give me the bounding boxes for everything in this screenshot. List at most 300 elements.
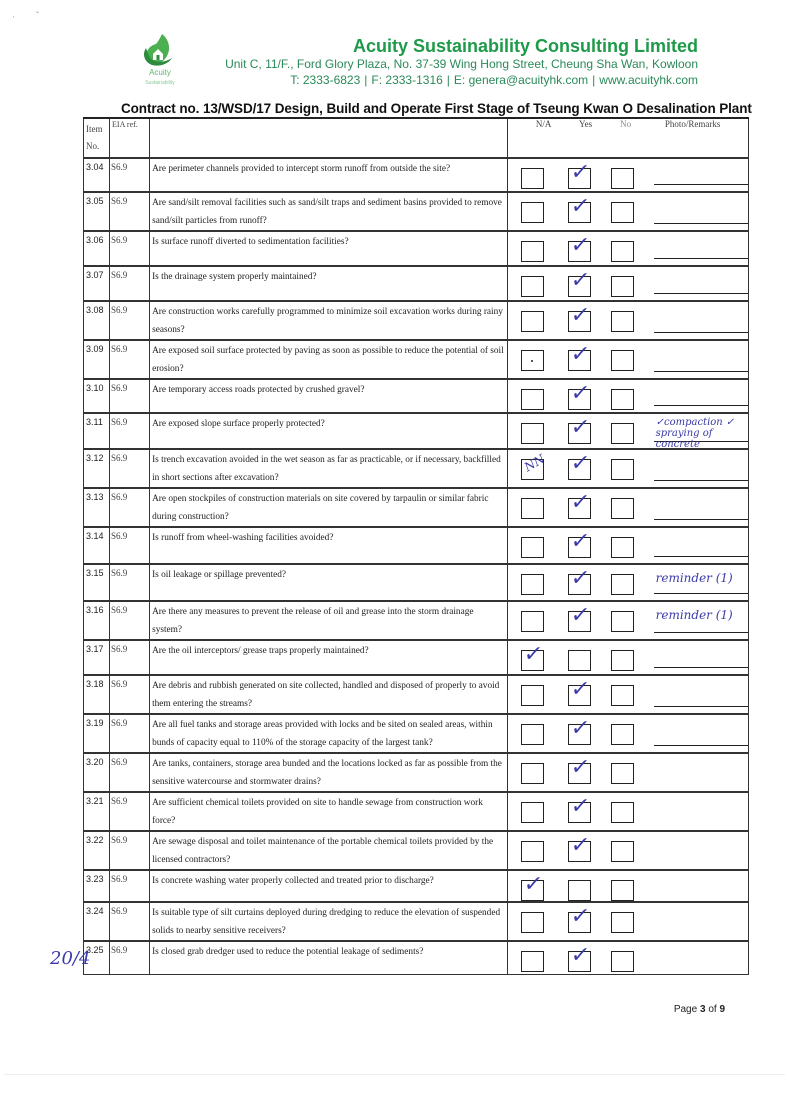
- checkmark-icon: ✓: [568, 342, 591, 367]
- remarks-line[interactable]: [654, 480, 748, 481]
- handwritten-remark: reminder (1): [655, 571, 733, 585]
- na-checkbox[interactable]: [521, 611, 544, 632]
- item-cell: [84, 266, 110, 301]
- item-description: Is suitable type of silt curtains deployed during dredging to reduce the elevation of suspended solids to nearby sensitive receivers?: [152, 908, 501, 936]
- na-checkbox[interactable]: [521, 841, 544, 862]
- table-row: [84, 870, 749, 902]
- item-description: Are sand/silt removal facilities such as sand/silt traps and sediment basins provided to remove sand/silt particles from runoff?: [152, 198, 502, 226]
- table-row: [84, 266, 749, 301]
- logo-name: Acuity: [149, 68, 171, 77]
- eia-cell: [110, 941, 150, 975]
- yes-checkbox[interactable]: [568, 677, 591, 706]
- table-row: [84, 301, 749, 340]
- eia-cell: [110, 379, 150, 413]
- table-row: [84, 449, 749, 488]
- description-cell: [150, 488, 508, 527]
- description-cell: [150, 340, 508, 379]
- check-cell: [507, 870, 748, 902]
- na-checkbox[interactable]: [521, 724, 544, 745]
- check-cell: [507, 753, 748, 792]
- yes-checkbox[interactable]: [568, 880, 591, 901]
- yes-checkbox[interactable]: [568, 160, 591, 189]
- na-checkbox[interactable]: [521, 241, 544, 262]
- item-number: 3.20: [86, 757, 104, 767]
- remarks-line[interactable]: [654, 745, 748, 746]
- table-row: [84, 564, 749, 601]
- item-description: Is runoff from wheel-washing facilities avoided?: [152, 533, 334, 543]
- item-cell: [84, 792, 110, 831]
- item-cell: [84, 413, 110, 449]
- item-number: 3.09: [86, 344, 104, 354]
- remarks-line[interactable]: [654, 371, 748, 372]
- item-cell: [84, 379, 110, 413]
- yes-checkbox[interactable]: [568, 529, 591, 558]
- no-checkbox[interactable]: [611, 574, 634, 595]
- na-checkbox[interactable]: [521, 311, 544, 332]
- eia-cell: [110, 714, 150, 753]
- na-checkbox[interactable]: [521, 872, 544, 901]
- item-cell: [84, 564, 110, 601]
- item-cell: [84, 714, 110, 753]
- eia-cell: [110, 675, 150, 714]
- table-row: [84, 831, 749, 870]
- item-number: 3.25: [86, 945, 104, 955]
- yes-checkbox[interactable]: [568, 233, 591, 262]
- remarks-line[interactable]: [654, 258, 748, 259]
- checkmark-icon: ✓: [568, 451, 591, 476]
- item-description: Are exposed soil surface protected by paving as soon as possible to reduce the potential of soil erosion?: [152, 346, 504, 374]
- remarks-line[interactable]: [654, 405, 748, 406]
- email-address: E: genera@acuityhk.com: [453, 73, 589, 87]
- yes-checkbox[interactable]: [568, 415, 591, 444]
- no-checkbox[interactable]: [611, 650, 634, 671]
- na-checkbox[interactable]: [521, 423, 544, 444]
- table-row: [84, 941, 749, 975]
- eia-cell: [110, 192, 150, 231]
- item-description: Are all fuel tanks and storage areas provided with locks and be sited on sealed areas, within bunds of capacity equal to 110% of the storage capacity of the largest tank?: [152, 720, 493, 748]
- no-checkbox[interactable]: [611, 459, 634, 480]
- na-checkbox[interactable]: [521, 763, 544, 784]
- item-cell: [84, 449, 110, 488]
- description-cell: [150, 601, 508, 640]
- eia-ref: S6.9: [111, 270, 128, 280]
- page-bottom-rule: [4, 1074, 785, 1075]
- checkmark-icon: ✓: [568, 490, 591, 515]
- check-cell: [507, 488, 748, 527]
- header-item-label: Item: [86, 124, 103, 134]
- table-row: [84, 192, 749, 231]
- header-item-no: [84, 118, 110, 158]
- company-name: Acuity Sustainability Consulting Limited: [352, 36, 698, 56]
- check-cell: [507, 413, 748, 449]
- header-description: [150, 118, 508, 158]
- item-number: 3.23: [86, 874, 104, 884]
- table-row: [84, 792, 749, 831]
- item-cell: [84, 753, 110, 792]
- header-no-label: No.: [86, 141, 100, 151]
- table-row: [84, 527, 749, 564]
- na-checkbox[interactable]: [521, 912, 544, 933]
- check-cell: [507, 192, 748, 231]
- remarks-line[interactable]: [654, 667, 748, 668]
- header-na: N/A: [535, 119, 552, 129]
- remarks-line[interactable]: [654, 706, 748, 707]
- item-description: Are debris and rubbish generated on site collected, handled and disposed of properly to avoid them entering the streams?: [152, 681, 500, 709]
- scan-artifact: ˇ: [36, 10, 39, 20]
- check-cell: [507, 158, 748, 192]
- checkmark-icon: ✓: [568, 794, 591, 819]
- handwritten-remark: ✓compaction ✓ spraying of concrete: [655, 417, 735, 450]
- check-cell: [507, 675, 748, 714]
- na-checkbox[interactable]: [521, 802, 544, 823]
- description-cell: [150, 266, 508, 301]
- yes-checkbox[interactable]: [568, 833, 591, 862]
- item-description: Are perimeter channels provided to intercept storm runoff from outside the site?: [152, 164, 451, 174]
- no-checkbox[interactable]: [611, 202, 634, 223]
- eia-cell: [110, 231, 150, 266]
- check-cell: [507, 340, 748, 379]
- description-cell: [150, 158, 508, 192]
- separator: |: [592, 73, 596, 87]
- no-checkbox[interactable]: [611, 389, 634, 410]
- description-cell: [150, 675, 508, 714]
- item-description: Are sufficient chemical toilets provided on site to handle sewage from construction work force?: [152, 798, 483, 826]
- item-number: 3.19: [86, 718, 104, 728]
- description-cell: [150, 192, 508, 231]
- table-row: [84, 640, 749, 675]
- page-number: [674, 1004, 725, 1015]
- checkmark-icon: ✓: [568, 677, 591, 702]
- no-checkbox[interactable]: [611, 350, 634, 371]
- check-cell: [507, 266, 748, 301]
- eia-ref: S6.9: [111, 417, 128, 427]
- description-cell: [150, 902, 508, 941]
- yes-checkbox[interactable]: [568, 342, 591, 371]
- handwritten-date: 20/4: [50, 948, 91, 969]
- item-cell: [84, 902, 110, 941]
- yes-checkbox[interactable]: [568, 716, 591, 745]
- separator: |: [364, 73, 368, 87]
- no-checkbox[interactable]: [611, 951, 634, 972]
- no-checkbox[interactable]: [611, 685, 634, 706]
- table-header: [84, 118, 749, 158]
- table-row: [84, 714, 749, 753]
- eia-cell: [110, 564, 150, 601]
- header-yes: Yes: [579, 119, 593, 129]
- no-checkbox[interactable]: [611, 168, 634, 189]
- item-description: Is surface runoff diverted to sedimentation facilities?: [152, 237, 349, 247]
- eia-ref: S6.9: [111, 235, 128, 245]
- item-number: 3.05: [86, 196, 104, 206]
- eia-ref: S6.9: [111, 531, 128, 541]
- check-cell: [507, 792, 748, 831]
- no-checkbox[interactable]: [611, 724, 634, 745]
- yes-checkbox[interactable]: [568, 194, 591, 223]
- page-current: 3: [699, 1004, 706, 1015]
- company-contact: [290, 73, 698, 87]
- na-checkbox[interactable]: [521, 389, 544, 410]
- eia-ref: S6.9: [111, 874, 128, 884]
- description-cell: [150, 792, 508, 831]
- checkmark-icon: ✓: [568, 943, 591, 968]
- remarks-line[interactable]: [654, 632, 748, 633]
- item-number: 3.22: [86, 835, 104, 845]
- no-checkbox[interactable]: [611, 276, 634, 297]
- eia-cell: [110, 831, 150, 870]
- remarks-line[interactable]: [654, 593, 748, 594]
- remarks-line[interactable]: [654, 293, 748, 294]
- header-remarks: Photo/Remarks: [664, 119, 721, 129]
- header-eia-label: EIA ref.: [112, 120, 138, 129]
- page-label: Page: [673, 1004, 698, 1015]
- eia-ref: S6.9: [111, 305, 128, 315]
- separator: |: [446, 73, 450, 87]
- item-number: 3.07: [86, 270, 104, 280]
- no-checkbox[interactable]: [611, 241, 634, 262]
- eia-ref: S6.9: [111, 453, 128, 463]
- table-row: [84, 753, 749, 792]
- item-number: 3.18: [86, 679, 104, 689]
- no-checkbox[interactable]: [611, 311, 634, 332]
- check-cell: [507, 301, 748, 340]
- checkmark-icon: ✓: [568, 904, 591, 929]
- eia-cell: [110, 449, 150, 488]
- item-number: 3.16: [86, 605, 104, 615]
- header-eia-ref: [110, 118, 150, 158]
- item-cell: [84, 340, 110, 379]
- scan-artifact: ·: [12, 12, 15, 22]
- item-description: Are exposed slope surface properly protected?: [152, 419, 325, 429]
- table-row: [84, 413, 749, 449]
- checkmark-icon: ✓: [568, 381, 591, 406]
- item-number: 3.13: [86, 492, 104, 502]
- no-checkbox[interactable]: [611, 423, 634, 444]
- no-checkbox[interactable]: [611, 537, 634, 558]
- company-address: Unit C, 11/F., Ford Glory Plaza, No. 37-39 Wing Hong Street, Cheung Sha Wan, Kowloon: [225, 57, 698, 71]
- description-cell: [150, 941, 508, 975]
- checkmark-icon: ✓: [568, 755, 591, 780]
- description-cell: [150, 753, 508, 792]
- item-number: 3.12: [86, 453, 104, 463]
- item-cell: [84, 870, 110, 902]
- table-row: [84, 675, 749, 714]
- item-number: 3.04: [86, 162, 104, 172]
- checkmark-icon: ✓: [568, 716, 591, 741]
- eia-cell: [110, 301, 150, 340]
- eia-cell: [110, 753, 150, 792]
- item-number: 3.11: [86, 417, 103, 427]
- eia-ref: S6.9: [111, 196, 128, 206]
- handwritten-remark: reminder (1): [655, 608, 733, 622]
- remarks-line[interactable]: [654, 223, 748, 224]
- item-cell: [84, 192, 110, 231]
- description-cell: [150, 564, 508, 601]
- item-description: Are construction works carefully programmed to minimize soil excavation works during rainy seasons?: [152, 307, 503, 335]
- check-cell: [507, 831, 748, 870]
- check-cell: [507, 902, 748, 941]
- item-description: Is closed grab dredger used to reduce the potential leakage of sediments?: [152, 947, 424, 957]
- eia-ref: S6.9: [111, 605, 128, 615]
- eia-cell: [110, 413, 150, 449]
- no-checkbox[interactable]: [611, 912, 634, 933]
- item-cell: [84, 527, 110, 564]
- eia-cell: [110, 488, 150, 527]
- table-row: [84, 158, 749, 192]
- check-cell: [507, 941, 748, 975]
- item-description: Is oil leakage or spillage prevented?: [152, 570, 287, 580]
- yes-checkbox[interactable]: [568, 490, 591, 519]
- stray-mark: [531, 360, 533, 362]
- handwritten-annotation: NN: [521, 451, 547, 475]
- item-description: Is concrete washing water properly collected and treated prior to discharge?: [152, 876, 434, 886]
- yes-checkbox[interactable]: [568, 451, 591, 480]
- description-cell: [150, 640, 508, 675]
- yes-checkbox[interactable]: [568, 566, 591, 595]
- item-number: 3.14: [86, 531, 104, 541]
- item-description: Are tanks, containers, storage area bunded and the locations locked as far as possible from the sensitive watercourse and stormwater drains?: [152, 759, 502, 787]
- item-cell: [84, 488, 110, 527]
- description-cell: [150, 527, 508, 564]
- checkmark-icon: ✓: [568, 529, 591, 554]
- remarks-line[interactable]: [654, 184, 748, 185]
- na-checkbox[interactable]: [521, 537, 544, 558]
- no-checkbox[interactable]: [611, 611, 634, 632]
- check-cell: [507, 564, 748, 601]
- item-description: Are temporary access roads protected by crushed gravel?: [152, 385, 365, 395]
- description-cell: [150, 301, 508, 340]
- no-checkbox[interactable]: [611, 763, 634, 784]
- description-cell: [150, 870, 508, 902]
- item-description: Is trench excavation avoided in the wet season as far as practicable, or if necessary, backfilled in short sections after excavation?: [152, 455, 501, 483]
- eia-cell: [110, 158, 150, 192]
- eia-ref: S6.9: [111, 835, 128, 845]
- yes-checkbox[interactable]: [568, 794, 591, 823]
- yes-checkbox[interactable]: [568, 904, 591, 933]
- checkmark-icon: ✓: [568, 566, 591, 591]
- eia-cell: [110, 527, 150, 564]
- table-row: [84, 231, 749, 266]
- checkmark-icon: ✓: [521, 872, 544, 897]
- item-cell: [84, 640, 110, 675]
- check-cell: [507, 527, 748, 564]
- item-cell: [84, 831, 110, 870]
- website: www.acuityhk.com: [599, 73, 698, 87]
- company-logo: [128, 28, 192, 92]
- item-description: Is the drainage system properly maintained?: [152, 272, 317, 282]
- eia-ref: S6.9: [111, 718, 128, 728]
- item-number: 3.08: [86, 305, 104, 315]
- no-checkbox[interactable]: [611, 841, 634, 862]
- description-cell: [150, 714, 508, 753]
- table-row: [84, 601, 749, 640]
- item-description: Are there any measures to prevent the release of oil and grease into the storm drainage system?: [152, 607, 474, 635]
- item-number: 3.10: [86, 383, 104, 393]
- header-no: No: [620, 119, 632, 129]
- na-checkbox[interactable]: [521, 168, 544, 189]
- contract-title: Contract no. 13/WSD/17 Design, Build and Operate First Stage of Tseung Kwan O Desalination Plant: [121, 101, 752, 116]
- item-number: 3.06: [86, 235, 104, 245]
- page-total: 9: [719, 1004, 725, 1015]
- check-cell: [507, 714, 748, 753]
- yes-checkbox[interactable]: [568, 381, 591, 410]
- fax-number: F: 2333-1316: [371, 73, 443, 87]
- item-number: 3.21: [86, 796, 104, 806]
- eia-cell: [110, 792, 150, 831]
- checkmark-icon: ✓: [568, 833, 591, 858]
- item-description: Are sewage disposal and toilet maintenance of the portable chemical toilets provided by the licensed contractors?: [152, 837, 494, 865]
- checkmark-icon: ✓: [568, 303, 591, 328]
- na-checkbox[interactable]: [521, 350, 544, 371]
- no-checkbox[interactable]: [611, 802, 634, 823]
- item-number: 3.17: [86, 644, 104, 654]
- check-cell: [507, 231, 748, 266]
- remarks-line[interactable]: [654, 519, 748, 520]
- logo-tagline: Sustainability: [145, 80, 175, 86]
- eia-cell: [110, 266, 150, 301]
- eia-ref: S6.9: [111, 644, 128, 654]
- item-description: Are open stockpiles of construction materials on site covered by tarpaulin or similar fabric during construction?: [152, 494, 489, 522]
- na-checkbox[interactable]: [521, 951, 544, 972]
- eia-ref: S6.9: [111, 162, 128, 172]
- item-description: Are the oil interceptors/ grease traps properly maintained?: [152, 646, 369, 656]
- item-number: 3.24: [86, 906, 104, 916]
- check-cell: [507, 640, 748, 675]
- yes-checkbox[interactable]: [568, 603, 591, 632]
- na-checkbox[interactable]: [521, 642, 544, 671]
- remarks-line[interactable]: [654, 556, 748, 557]
- checkmark-icon: ✓: [568, 160, 591, 185]
- na-checkbox[interactable]: [521, 574, 544, 595]
- checkmark-icon: ✓: [568, 603, 591, 628]
- table-row: [84, 379, 749, 413]
- leaf-house-logo-icon: [140, 32, 176, 68]
- eia-ref: S6.9: [111, 906, 128, 916]
- item-cell: [84, 158, 110, 192]
- eia-cell: [110, 870, 150, 902]
- yes-checkbox[interactable]: [568, 943, 591, 972]
- yes-checkbox[interactable]: [568, 650, 591, 671]
- description-cell: [150, 231, 508, 266]
- no-checkbox[interactable]: [611, 880, 634, 901]
- description-cell: [150, 413, 508, 449]
- check-cell: [507, 449, 748, 488]
- na-checkbox[interactable]: [521, 202, 544, 223]
- item-cell: [84, 675, 110, 714]
- checkmark-icon: ✓: [568, 233, 591, 258]
- no-checkbox[interactable]: [611, 498, 634, 519]
- yes-checkbox[interactable]: [568, 303, 591, 332]
- remarks-line[interactable]: [654, 332, 748, 333]
- eia-ref: S6.9: [111, 757, 128, 767]
- checkmark-icon: ✓: [568, 415, 591, 440]
- eia-ref: S6.9: [111, 679, 128, 689]
- checkmark-icon: ✓: [568, 268, 591, 293]
- yes-checkbox[interactable]: [568, 755, 591, 784]
- na-checkbox[interactable]: [521, 276, 544, 297]
- yes-checkbox[interactable]: [568, 268, 591, 297]
- item-number: 3.15: [86, 568, 104, 578]
- check-cell: [507, 601, 748, 640]
- header-checks: [507, 118, 748, 158]
- description-cell: [150, 379, 508, 413]
- table-row: [84, 902, 749, 941]
- check-cell: [507, 379, 748, 413]
- description-cell: [150, 831, 508, 870]
- table-row: [84, 340, 749, 379]
- na-checkbox[interactable]: [521, 685, 544, 706]
- description-cell: [150, 449, 508, 488]
- na-checkbox[interactable]: [521, 498, 544, 519]
